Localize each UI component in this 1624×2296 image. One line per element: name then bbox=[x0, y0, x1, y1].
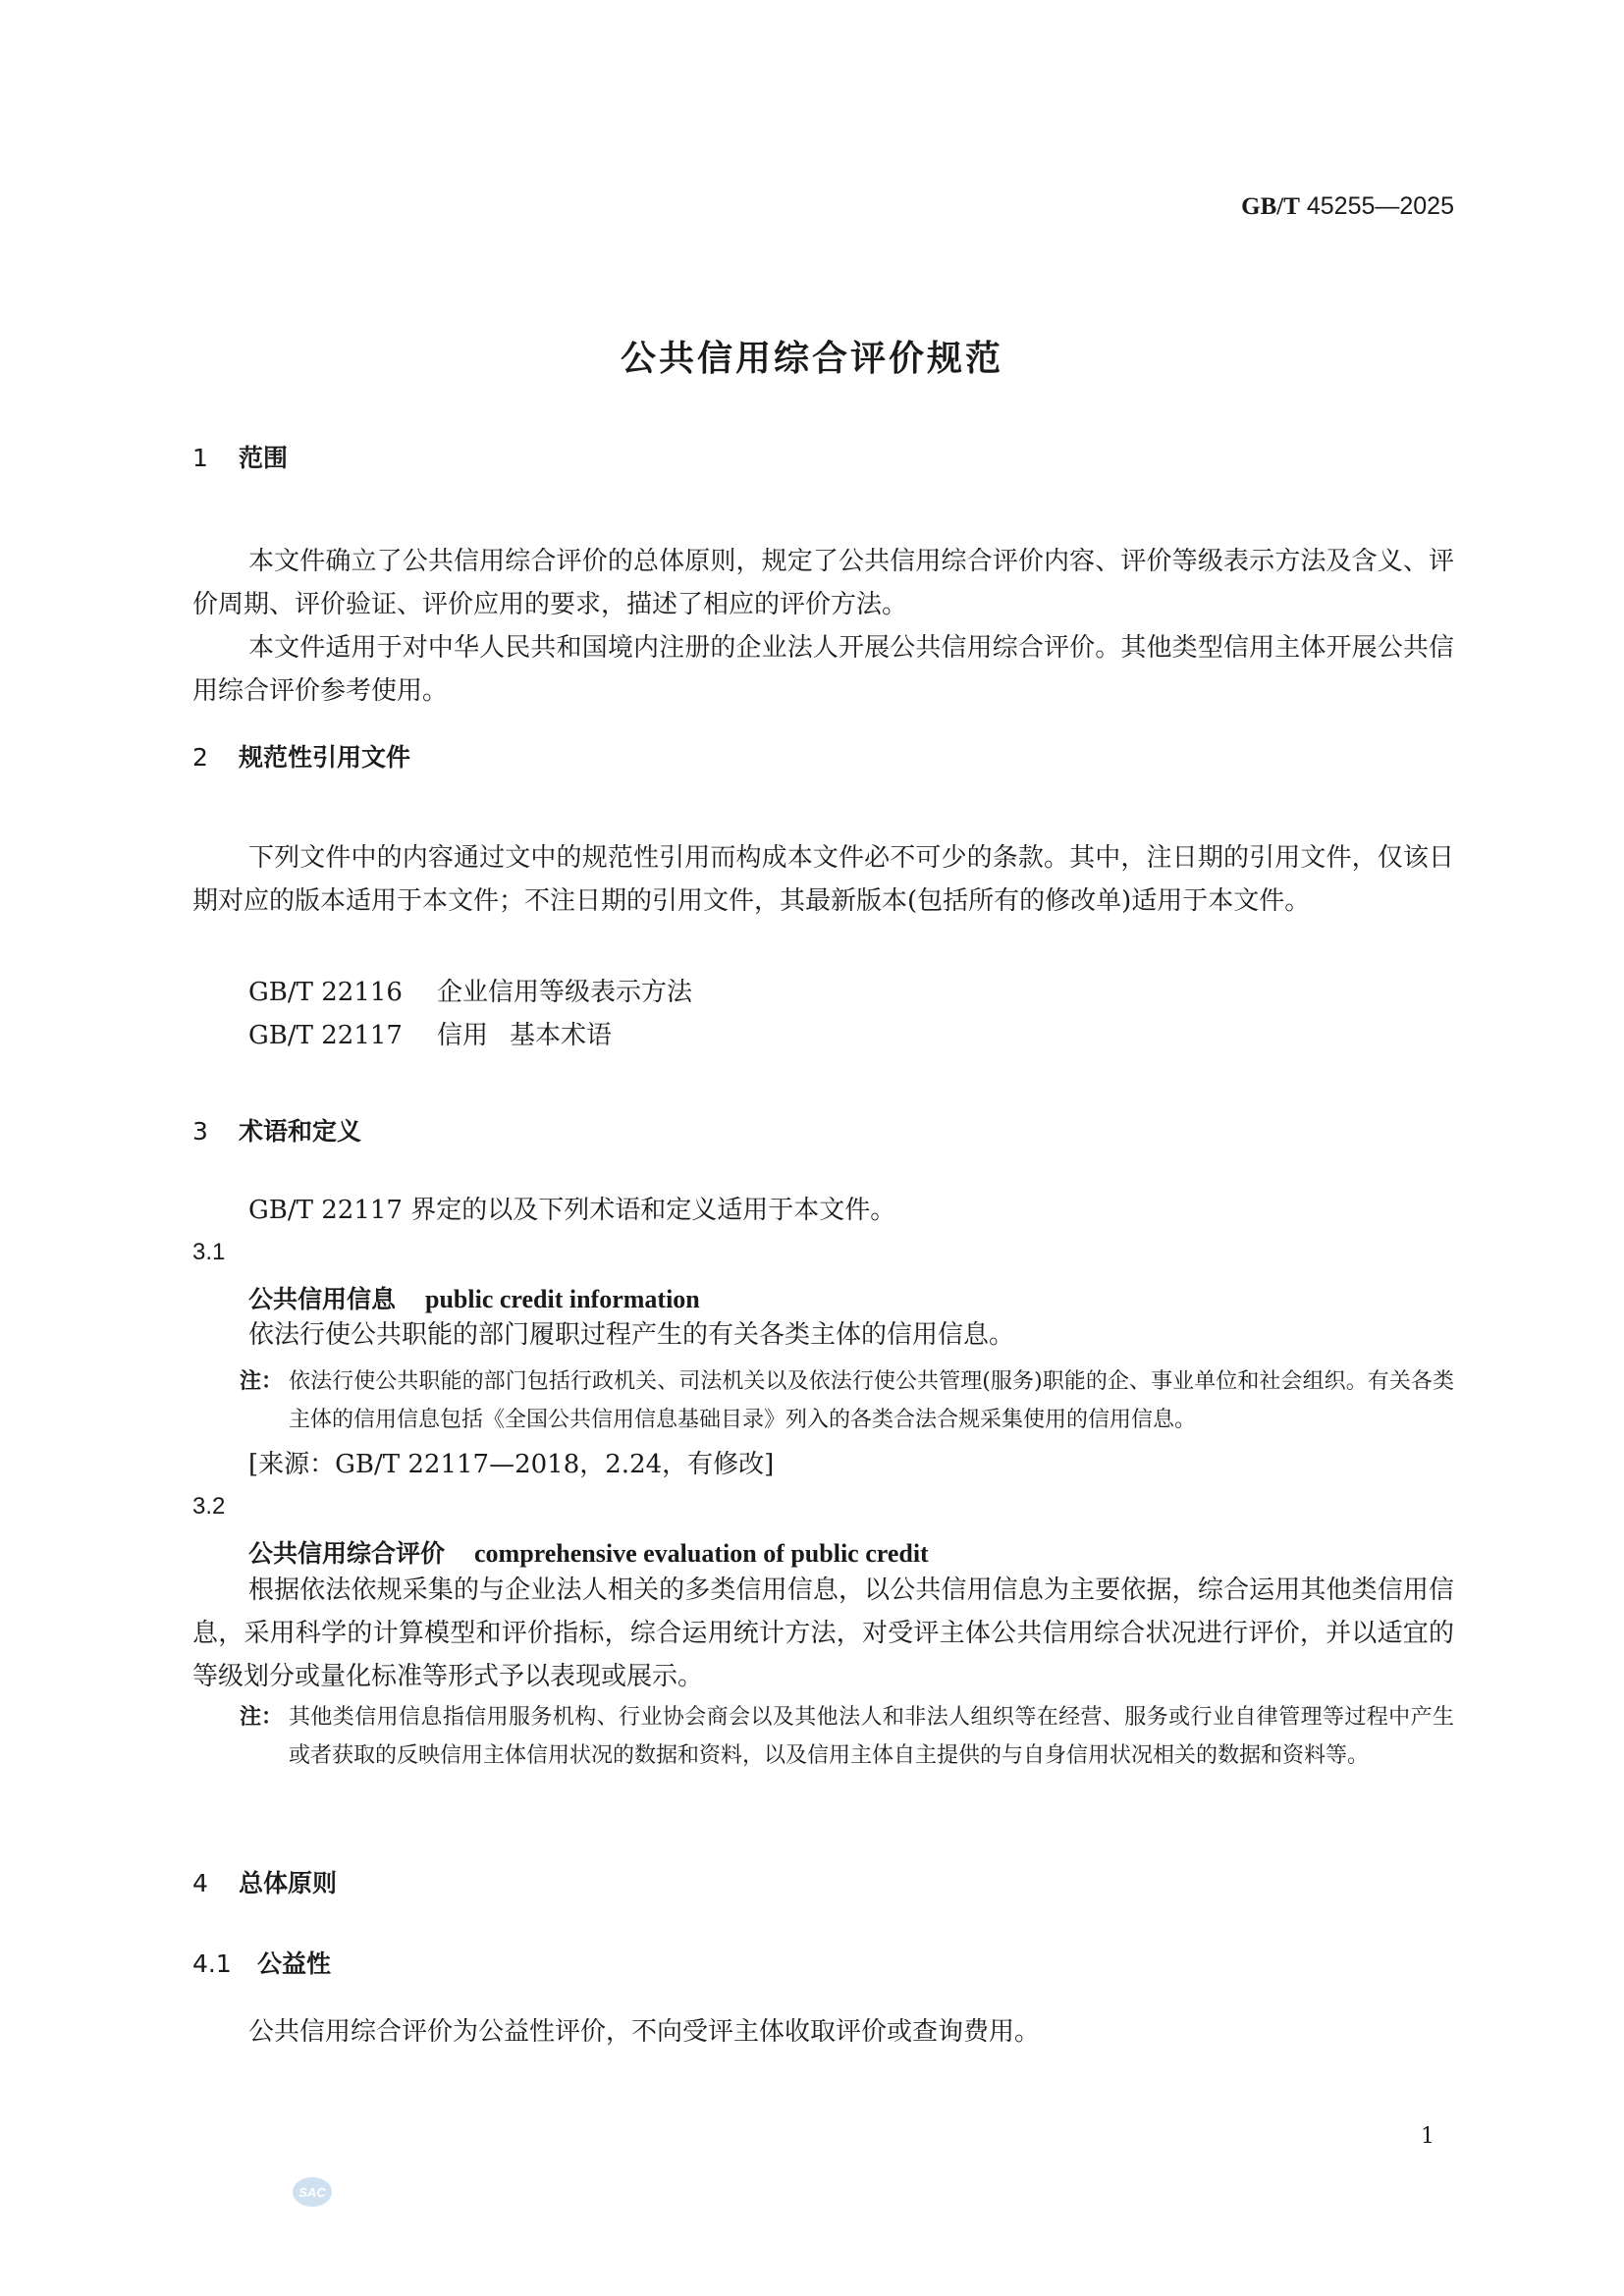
term-note bbox=[240, 1362, 1454, 1439]
section-title: 总体原则 bbox=[239, 1869, 338, 1897]
note-text: 其他类信用信息指信用服务机构、行业协会商会以及其他法人和非法人组织等在经营、服务或行业自律管理等过程中产生或者获取的反映信用主体信用状况的数据和资料，以及信用主体自主提供的与自身信用状况相关的数据和资料等。 bbox=[289, 1705, 1454, 1768]
section-number: 1 bbox=[192, 444, 208, 472]
term-heading bbox=[248, 1280, 700, 1315]
reference-title: 信用 bbox=[437, 1021, 489, 1050]
section-number: 3 bbox=[192, 1117, 208, 1146]
subsection-title: 公益性 bbox=[257, 1949, 332, 1978]
section-4-heading bbox=[192, 1864, 337, 1899]
term-heading bbox=[248, 1534, 929, 1570]
section-1-paragraph-1: 本文件确立了公共信用综合评价的总体原则，规定了公共信用综合评价内容、评价等级表示方法及含义、评价周期、评价验证、评价应用的要求，描述了相应的评价方法。 bbox=[192, 547, 1454, 619]
term-definition: 依法行使公共职能的部门履职过程产生的有关各类主体的信用信息。 bbox=[248, 1320, 1015, 1350]
reference-title: 企业信用等级表示方法 bbox=[437, 978, 693, 1007]
section-2-heading bbox=[192, 738, 410, 774]
term-definition: 根据依法依规采集的与企业法人相关的多类信用信息，以公共信用信息为主要依据，综合运用其他类信用信息，采用科学的计算模型和评价指标，综合运用统计方法，对受评主体公共信用综合状况进行评价，并以适宜的等级划分或量化标准等形式予以表现或展示。 bbox=[192, 1575, 1454, 1691]
section-1-paragraph-2: 本文件适用于对中华人民共和国境内注册的企业法人开展公共信用综合评价。其他类型信用主体开展公共信用综合评价参考使用。 bbox=[192, 633, 1454, 706]
document-title: 公共信用综合评价规范 bbox=[620, 339, 1003, 379]
subsection-number: 4.1 bbox=[192, 1949, 232, 1978]
term-number: 3.1 bbox=[192, 1239, 226, 1265]
standard-prefix: GB/T bbox=[1241, 193, 1300, 220]
term-chinese: 公共信用信息 bbox=[248, 1285, 397, 1313]
standard-code bbox=[1241, 192, 1454, 221]
subsection-4-1-heading bbox=[192, 1945, 331, 1980]
sac-logo-icon bbox=[291, 2175, 334, 2209]
section-1-heading bbox=[192, 439, 288, 474]
section-title: 范围 bbox=[239, 444, 289, 472]
section-title: 术语和定义 bbox=[239, 1117, 362, 1146]
note-text: 依法行使公共职能的部门包括行政机关、司法机关以及依法行使公共管理(服务)职能的企、事业单位和社会组织。有关各类主体的信用信息包括《全国公共信用信息基础目录》列入的各类合法合规采集使用的信用信息。 bbox=[289, 1369, 1454, 1432]
section-2-paragraph-1: 下列文件中的内容通过文中的规范性引用而构成本文件必不可少的条款。其中，注日期的引用文件，仅该日期对应的版本适用于本文件；不注日期的引用文件，其最新版本(包括所有的修改单)适用于本文件。 bbox=[192, 843, 1454, 916]
section-number: 2 bbox=[192, 743, 208, 772]
section-3-heading bbox=[192, 1112, 361, 1148]
term-english: comprehensive evaluation of public credit bbox=[474, 1539, 929, 1568]
reference-title-part-2: 基本术语 bbox=[510, 1021, 613, 1050]
page-number: 1 bbox=[1421, 2124, 1435, 2149]
term-note bbox=[240, 1698, 1454, 1775]
normative-reference bbox=[248, 971, 692, 1014]
reference-code: GB/T 22116 bbox=[248, 978, 403, 1007]
section-number: 4 bbox=[192, 1869, 208, 1897]
standard-number: 45255—2025 bbox=[1306, 192, 1454, 220]
reference-code: GB/T 22117 bbox=[248, 1021, 403, 1050]
note-label: 注： bbox=[240, 1705, 284, 1730]
term-english: public credit information bbox=[425, 1285, 700, 1313]
section-3-paragraph-1: GB/T 22117 界定的以及下列术语和定义适用于本文件。 bbox=[248, 1196, 896, 1225]
subsection-4-1-paragraph-1: 公共信用综合评价为公益性评价，不向受评主体收取评价或查询费用。 bbox=[248, 2017, 1041, 2047]
normative-reference bbox=[248, 1014, 612, 1057]
term-chinese: 公共信用综合评价 bbox=[248, 1539, 446, 1568]
term-source: [来源：GB/T 22117—2018，2.24，有修改] bbox=[248, 1450, 775, 1479]
term-number: 3.2 bbox=[192, 1493, 226, 1520]
section-title: 规范性引用文件 bbox=[239, 743, 411, 772]
note-label: 注： bbox=[240, 1369, 284, 1394]
svg-text:SAC: SAC bbox=[298, 2185, 326, 2200]
